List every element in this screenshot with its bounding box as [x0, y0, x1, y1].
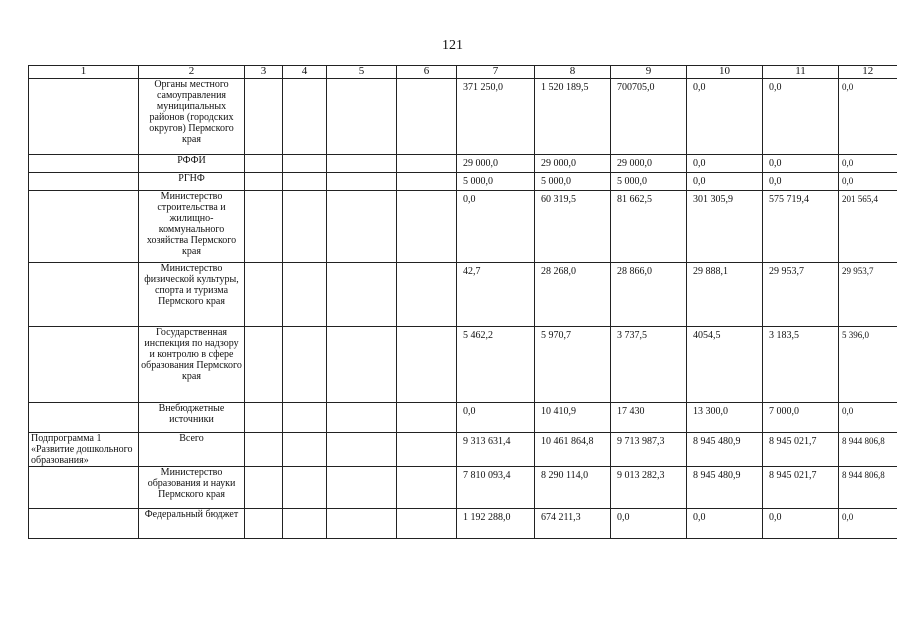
empty-cell [283, 403, 327, 433]
source-cell: Государственная инспекция по надзору и контролю в сфере образования Пермского края [139, 327, 245, 403]
subprogram-cell [29, 509, 139, 539]
value-cell: 3 737,5 [611, 327, 687, 403]
empty-cell [283, 433, 327, 467]
source-cell: РФФИ [139, 155, 245, 173]
value-cell: 201 565,4 [839, 191, 897, 263]
empty-cell [283, 327, 327, 403]
value-cell: 0,0 [839, 155, 897, 173]
value-cell: 28 268,0 [535, 263, 611, 327]
value-cell: 29 000,0 [535, 155, 611, 173]
value-cell: 8 945 021,7 [763, 433, 839, 467]
value-cell: 0,0 [687, 155, 763, 173]
empty-cell [327, 467, 397, 509]
value-cell: 17 430 [611, 403, 687, 433]
header-cell: 9 [611, 66, 687, 79]
empty-cell [283, 467, 327, 509]
subprogram-cell [29, 263, 139, 327]
value-cell: 29 953,7 [839, 263, 897, 327]
value-cell: 0,0 [839, 173, 897, 191]
empty-cell [397, 403, 457, 433]
value-cell: 0,0 [763, 79, 839, 155]
empty-cell [283, 155, 327, 173]
empty-cell [283, 509, 327, 539]
value-cell: 8 945 480,9 [687, 433, 763, 467]
subprogram-cell [29, 79, 139, 155]
table-row [29, 79, 897, 155]
empty-cell [327, 155, 397, 173]
value-cell: 0,0 [763, 509, 839, 539]
empty-cell [397, 191, 457, 263]
value-cell: 0,0 [457, 403, 535, 433]
empty-cell [327, 403, 397, 433]
value-cell: 29 000,0 [457, 155, 535, 173]
table-row [29, 403, 897, 433]
empty-cell [327, 79, 397, 155]
value-cell: 1 520 189,5 [535, 79, 611, 155]
header-cell: 6 [397, 66, 457, 79]
table-row [29, 433, 897, 467]
value-cell: 0,0 [839, 403, 897, 433]
empty-cell [397, 173, 457, 191]
value-cell: 10 410,9 [535, 403, 611, 433]
value-cell: 9 713 987,3 [611, 433, 687, 467]
value-cell: 0,0 [687, 173, 763, 191]
subprogram-cell [29, 403, 139, 433]
empty-cell [245, 191, 283, 263]
empty-cell [327, 509, 397, 539]
table-row [29, 173, 897, 191]
header-row [29, 66, 897, 79]
empty-cell [245, 263, 283, 327]
source-cell: Органы местного самоуправления муниципальных районов (городских округов) Пермского края [139, 79, 245, 155]
header-cell: 8 [535, 66, 611, 79]
value-cell: 42,7 [457, 263, 535, 327]
value-cell: 700705,0 [611, 79, 687, 155]
empty-cell [245, 433, 283, 467]
value-cell: 9 013 282,3 [611, 467, 687, 509]
empty-cell [283, 191, 327, 263]
header-cell: 7 [457, 66, 535, 79]
value-cell: 0,0 [763, 155, 839, 173]
source-cell: Внебюджетные источники [139, 403, 245, 433]
table-row [29, 191, 897, 263]
value-cell: 81 662,5 [611, 191, 687, 263]
empty-cell [397, 327, 457, 403]
value-cell: 28 866,0 [611, 263, 687, 327]
value-cell: 29 953,7 [763, 263, 839, 327]
header-cell: 11 [763, 66, 839, 79]
value-cell: 0,0 [763, 173, 839, 191]
value-cell: 8 944 806,8 [839, 433, 897, 467]
empty-cell [327, 263, 397, 327]
empty-cell [327, 191, 397, 263]
value-cell: 371 250,0 [457, 79, 535, 155]
empty-cell [245, 403, 283, 433]
empty-cell [245, 79, 283, 155]
value-cell: 0,0 [687, 79, 763, 155]
empty-cell [327, 433, 397, 467]
subprogram-cell [29, 155, 139, 173]
value-cell: 9 313 631,4 [457, 433, 535, 467]
page-number: 121 [442, 38, 463, 53]
value-cell: 0,0 [839, 509, 897, 539]
subprogram-cell [29, 173, 139, 191]
empty-cell [397, 467, 457, 509]
empty-cell [245, 173, 283, 191]
value-cell: 3 183,5 [763, 327, 839, 403]
empty-cell [245, 327, 283, 403]
header-cell: 12 [839, 66, 897, 79]
header-cell: 5 [327, 66, 397, 79]
value-cell: 5 396,0 [839, 327, 897, 403]
value-cell: 0,0 [457, 191, 535, 263]
value-cell: 60 319,5 [535, 191, 611, 263]
table-row [29, 155, 897, 173]
table-row [29, 509, 897, 539]
value-cell: 1 192 288,0 [457, 509, 535, 539]
header-cell: 1 [29, 66, 139, 79]
table-row [29, 263, 897, 327]
value-cell: 301 305,9 [687, 191, 763, 263]
value-cell: 5 462,2 [457, 327, 535, 403]
value-cell: 8 945 021,7 [763, 467, 839, 509]
value-cell: 0,0 [687, 509, 763, 539]
value-cell: 0,0 [839, 79, 897, 155]
header-cell: 4 [283, 66, 327, 79]
value-cell: 4054,5 [687, 327, 763, 403]
value-cell: 29 000,0 [611, 155, 687, 173]
value-cell: 5 000,0 [611, 173, 687, 191]
empty-cell [397, 433, 457, 467]
subprogram-cell [29, 327, 139, 403]
value-cell: 8 290 114,0 [535, 467, 611, 509]
source-cell: РГНФ [139, 173, 245, 191]
empty-cell [283, 173, 327, 191]
header-cell: 10 [687, 66, 763, 79]
value-cell: 575 719,4 [763, 191, 839, 263]
empty-cell [397, 79, 457, 155]
subprogram-cell [29, 467, 139, 509]
subprogram-cell [29, 191, 139, 263]
value-cell: 5 000,0 [535, 173, 611, 191]
value-cell: 10 461 864,8 [535, 433, 611, 467]
empty-cell [327, 173, 397, 191]
table-row [29, 467, 897, 509]
value-cell: 5 970,7 [535, 327, 611, 403]
value-cell: 8 944 806,8 [839, 467, 897, 509]
value-cell: 29 888,1 [687, 263, 763, 327]
source-cell: Министерство строительства и жилищно-коммунального хозяйства Пермского края [139, 191, 245, 263]
header-cell: 2 [139, 66, 245, 79]
subprogram-cell: Подпрограмма 1 «Развитие дошкольного образования» [29, 433, 139, 467]
empty-cell [245, 155, 283, 173]
empty-cell [283, 79, 327, 155]
header-cell: 3 [245, 66, 283, 79]
value-cell: 7 810 093,4 [457, 467, 535, 509]
value-cell: 5 000,0 [457, 173, 535, 191]
value-cell: 13 300,0 [687, 403, 763, 433]
source-cell: Всего [139, 433, 245, 467]
source-cell: Министерство образования и науки Пермского края [139, 467, 245, 509]
value-cell: 674 211,3 [535, 509, 611, 539]
value-cell: 7 000,0 [763, 403, 839, 433]
empty-cell [397, 263, 457, 327]
value-cell: 0,0 [611, 509, 687, 539]
empty-cell [397, 509, 457, 539]
budget-table [28, 65, 897, 539]
source-cell: Министерство физической культуры, спорта и туризма Пермского края [139, 263, 245, 327]
empty-cell [397, 155, 457, 173]
empty-cell [283, 263, 327, 327]
value-cell: 8 945 480,9 [687, 467, 763, 509]
empty-cell [327, 327, 397, 403]
source-cell: Федеральный бюджет [139, 509, 245, 539]
empty-cell [245, 509, 283, 539]
table-row [29, 327, 897, 403]
empty-cell [245, 467, 283, 509]
